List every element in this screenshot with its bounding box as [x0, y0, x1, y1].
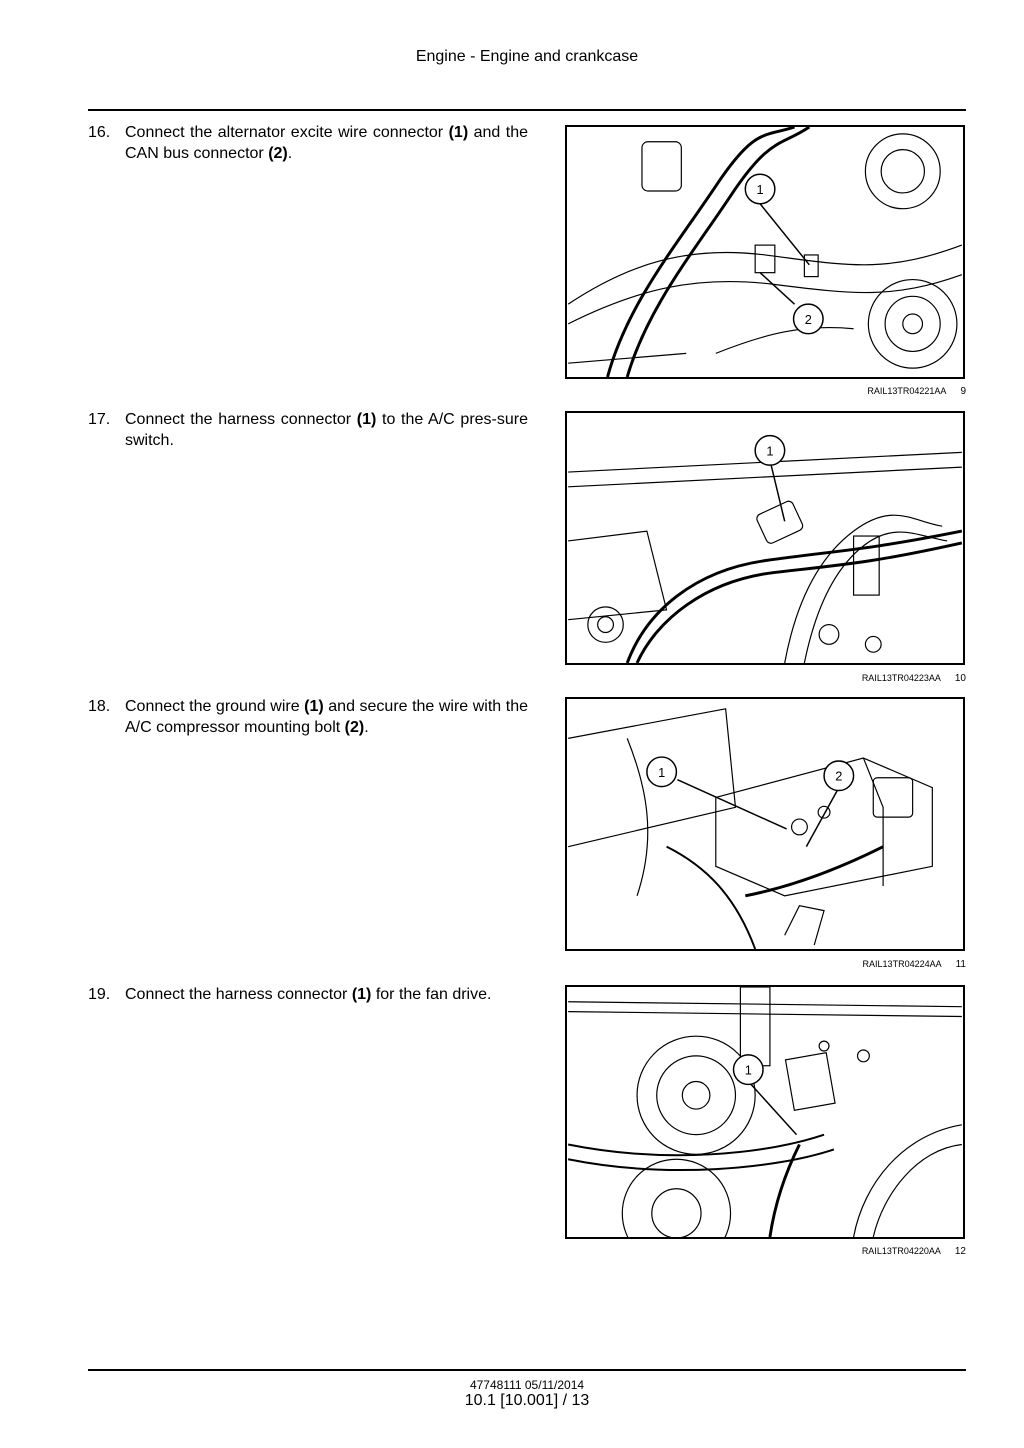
step-text: Connect the harness connector (1) to the A/C pres-sure switch.: [125, 411, 528, 449]
page-header-title: Engine - Engine and crankcase: [415, 48, 639, 65]
figure-11-illustration: [565, 697, 965, 951]
callout-2: 2: [804, 311, 812, 327]
step-text: Connect the ground wire (1) and secure the wire with the A/C compressor mounting bolt (2).: [125, 698, 528, 736]
figure-number: 11: [955, 959, 966, 970]
figure-code: RAIL13TR04224AA: [862, 959, 942, 969]
figure-number: 9: [960, 386, 966, 397]
figure-caption: [800, 386, 966, 397]
figure-number: 12: [954, 1246, 966, 1257]
figure-code: RAIL13TR04220AA: [861, 1246, 941, 1256]
figure-10-illustration: [565, 411, 965, 665]
step-text: Connect the alternator excite wire connector (1) and the CAN bus connector (2).: [125, 124, 529, 162]
footer-page-number: 10.1 [10.001] / 13: [464, 1392, 590, 1409]
figure-caption: [800, 673, 966, 684]
callout-1: 1: [766, 443, 774, 459]
figure-caption: [800, 959, 966, 970]
step-number: 18.: [88, 698, 111, 715]
step-number: 16.: [88, 124, 111, 141]
callout-1: 1: [744, 1062, 752, 1078]
step-16: [88, 122, 528, 164]
figure-code: RAIL13TR04223AA: [861, 673, 941, 683]
step-number: 17.: [88, 411, 111, 428]
figure-9-illustration: [565, 125, 965, 379]
callout-1: 1: [756, 181, 764, 197]
callout-1: 1: [658, 764, 666, 780]
figure-caption: [800, 1246, 966, 1257]
header-rule: [88, 109, 966, 111]
step-19: [88, 984, 528, 1005]
figure-12-illustration: [565, 985, 965, 1239]
footer-doc-ref: 47748111 05/11/2014: [469, 1378, 585, 1392]
step-text: Connect the harness connector (1) for the fan drive.: [125, 986, 492, 1003]
footer-rule: [88, 1369, 966, 1371]
step-number: 19.: [88, 986, 111, 1003]
callout-2: 2: [835, 768, 843, 784]
step-18: [88, 696, 528, 738]
figure-number: 10: [954, 673, 966, 684]
figure-code: RAIL13TR04221AA: [867, 386, 947, 396]
step-17: [88, 409, 528, 451]
